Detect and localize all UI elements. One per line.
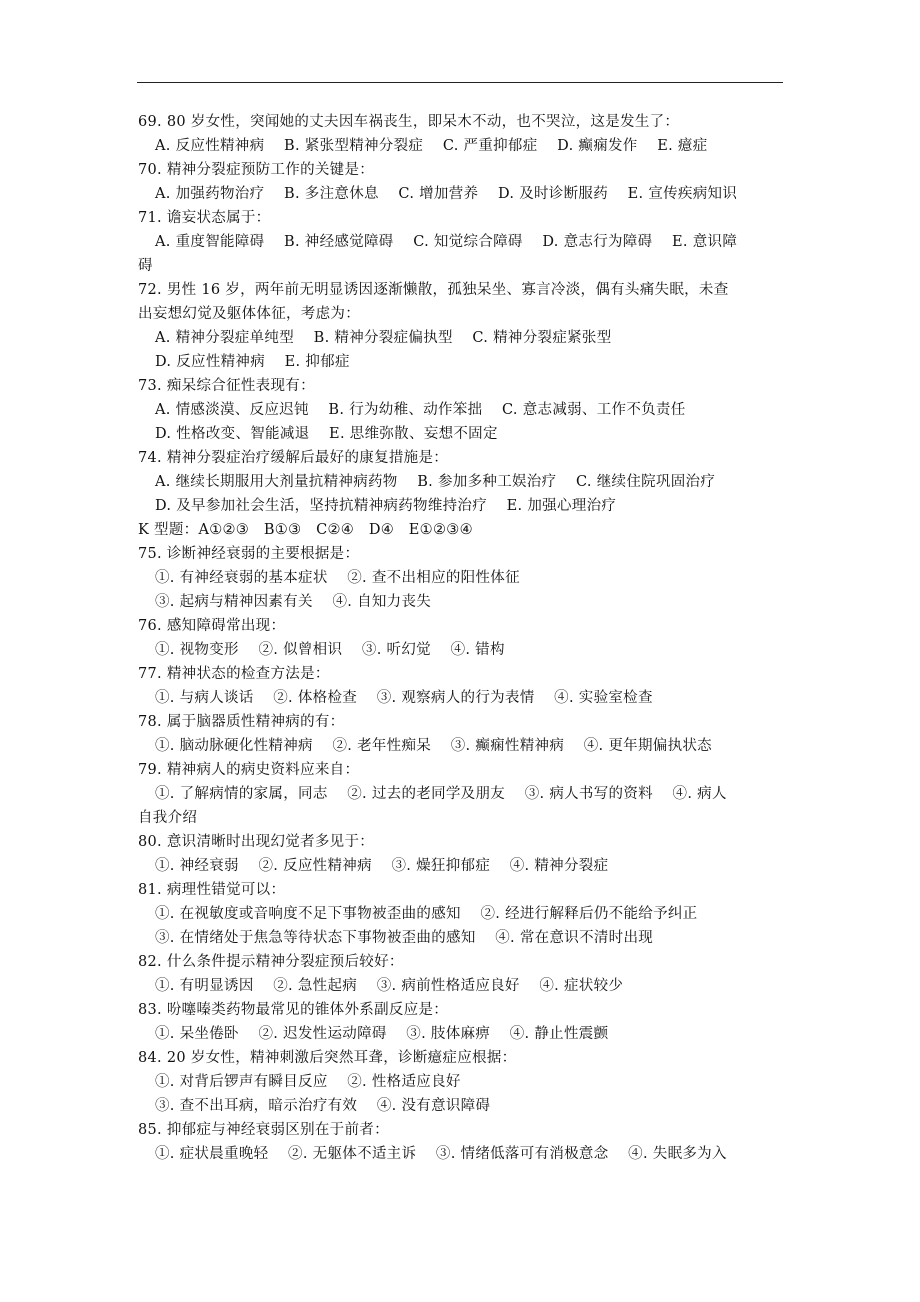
question-line: 自我介绍 bbox=[138, 810, 198, 826]
option-line: A. 精神分裂症单纯型 B. 精神分裂症偏执型 C. 精神分裂症紧张型 bbox=[155, 330, 612, 346]
question-line: 79. 精神病人的病史资料应来自： bbox=[138, 762, 360, 778]
option-line: ③. 在情绪处于焦急等待状态下事物被歪曲的感知 ④. 常在意识不清时出现 bbox=[155, 930, 654, 946]
question-line: 72. 男性 16 岁，两年前无明显诱因逐渐懒散，孤独呆坐、寡言冷淡，偶有头痛失眠，未查 bbox=[138, 282, 729, 298]
option-line: ③. 查不出耳病，暗示治疗有效 ④. 没有意识障碍 bbox=[155, 1098, 491, 1114]
option-line: ①. 有明显诱因 ②. 急性起病 ③. 病前性格适应良好 ④. 症状较少 bbox=[155, 978, 624, 994]
option-line: A. 继续长期服用大剂量抗精神病药物 B. 参加多种工娱治疗 C. 继续住院巩固治疗 bbox=[155, 474, 716, 490]
option-line: A. 反应性精神病 B. 紧张型精神分裂症 C. 严重抑郁症 D. 癫痫发作 E. 癔症 bbox=[155, 138, 708, 154]
option-line: ①. 在视敏度或音响度不足下事物被歪曲的感知 ②. 经进行解释后仍不能给予纠正 bbox=[155, 906, 698, 922]
question-line: 77. 精神状态的检查方法是： bbox=[138, 666, 330, 682]
option-line: ①. 有神经衰弱的基本症状 ②. 查不出相应的阳性体征 bbox=[155, 570, 520, 586]
question-line: 74. 精神分裂症治疗缓解后最好的康复措施是： bbox=[138, 450, 449, 466]
header-rule bbox=[137, 82, 783, 83]
option-line: A. 加强药物治疗 B. 多注意休息 C. 增加营养 D. 及时诊断服药 E. 宣传疾病知识 bbox=[155, 186, 738, 202]
question-line: 出妄想幻觉及躯体体征，考虑为： bbox=[138, 306, 360, 322]
question-line: 70. 精神分裂症预防工作的关键是： bbox=[138, 162, 375, 178]
question-line: 71. 谵妄状态属于： bbox=[138, 210, 271, 226]
question-line: 73. 痴呆综合征性表现有： bbox=[138, 378, 315, 394]
question-line: 82. 什么条件提示精神分裂症预后较好： bbox=[138, 954, 404, 970]
question-line: 69. 80 岁女性，突闻她的丈夫因车祸丧生，即呆木不动，也不哭泣，这是发生了： bbox=[138, 114, 680, 130]
question-line: 碍 bbox=[138, 258, 153, 274]
option-line: A. 情感淡漠、反应迟钝 B. 行为幼稚、动作笨拙 C. 意志减弱、工作不负责任 bbox=[155, 402, 686, 418]
option-line: A. 重度智能障碍 B. 神经感觉障碍 C. 知觉综合障碍 D. 意志行为障碍 E. 意识障 bbox=[155, 234, 738, 250]
option-line: ③. 起病与精神因素有关 ④. 自知力丧失 bbox=[155, 594, 432, 610]
option-line: ①. 了解病情的家属，同志 ②. 过去的老同学及朋友 ③. 病人书写的资料 ④. 病人 bbox=[155, 786, 727, 802]
option-line: D. 及早参加社会生活，坚持抗精神病药物维持治疗 E. 加强心理治疗 bbox=[155, 498, 617, 514]
question-line: 85. 抑郁症与神经衰弱区别在于前者： bbox=[138, 1122, 389, 1138]
option-line: ①. 脑动脉硬化性精神病 ②. 老年性痴呆 ③. 癫痫性精神病 ④. 更年期偏执状态 bbox=[155, 738, 712, 754]
option-line: ①. 对背后锣声有瞬目反应 ②. 性格适应良好 bbox=[155, 1074, 461, 1090]
question-line: 75. 诊断神经衰弱的主要根据是： bbox=[138, 546, 360, 562]
question-line: 83. 吩噻嗪类药物最常见的锥体外系副反应是： bbox=[138, 1002, 449, 1018]
option-line: ①. 与病人谈话 ②. 体格检查 ③. 观察病人的行为表情 ④. 实验室检查 bbox=[155, 690, 653, 706]
option-line: D. 性格改变、智能减退 E. 思维弥散、妄想不固定 bbox=[155, 426, 498, 442]
option-line: ①. 症状晨重晚轻 ②. 无躯体不适主诉 ③. 情绪低落可有消极意念 ④. 失眠多为入 bbox=[155, 1146, 727, 1162]
question-line: K 型题：A①②③ B①③ C②④ D④ E①②③④ bbox=[138, 522, 473, 538]
question-line: 78. 属于脑器质性精神病的有： bbox=[138, 714, 345, 730]
question-list bbox=[138, 110, 788, 1166]
option-line: D. 反应性精神病 E. 抑郁症 bbox=[155, 354, 350, 370]
option-line: ①. 神经衰弱 ②. 反应性精神病 ③. 燥狂抑郁症 ④. 精神分裂症 bbox=[155, 858, 609, 874]
question-line: 84. 20 岁女性，精神刺激后突然耳聋，诊断癔症应根据： bbox=[138, 1050, 517, 1066]
option-line: ①. 视物变形 ②. 似曾相识 ③. 听幻觉 ④. 错构 bbox=[155, 642, 505, 658]
option-line: ①. 呆坐倦卧 ②. 迟发性运动障碍 ③. 肢体麻痹 ④. 静止性震颤 bbox=[155, 1026, 609, 1042]
question-line: 76. 感知障碍常出现： bbox=[138, 618, 286, 634]
question-line: 81. 病理性错觉可以： bbox=[138, 882, 286, 898]
question-line: 80. 意识清晰时出现幻觉者多见于： bbox=[138, 834, 375, 850]
